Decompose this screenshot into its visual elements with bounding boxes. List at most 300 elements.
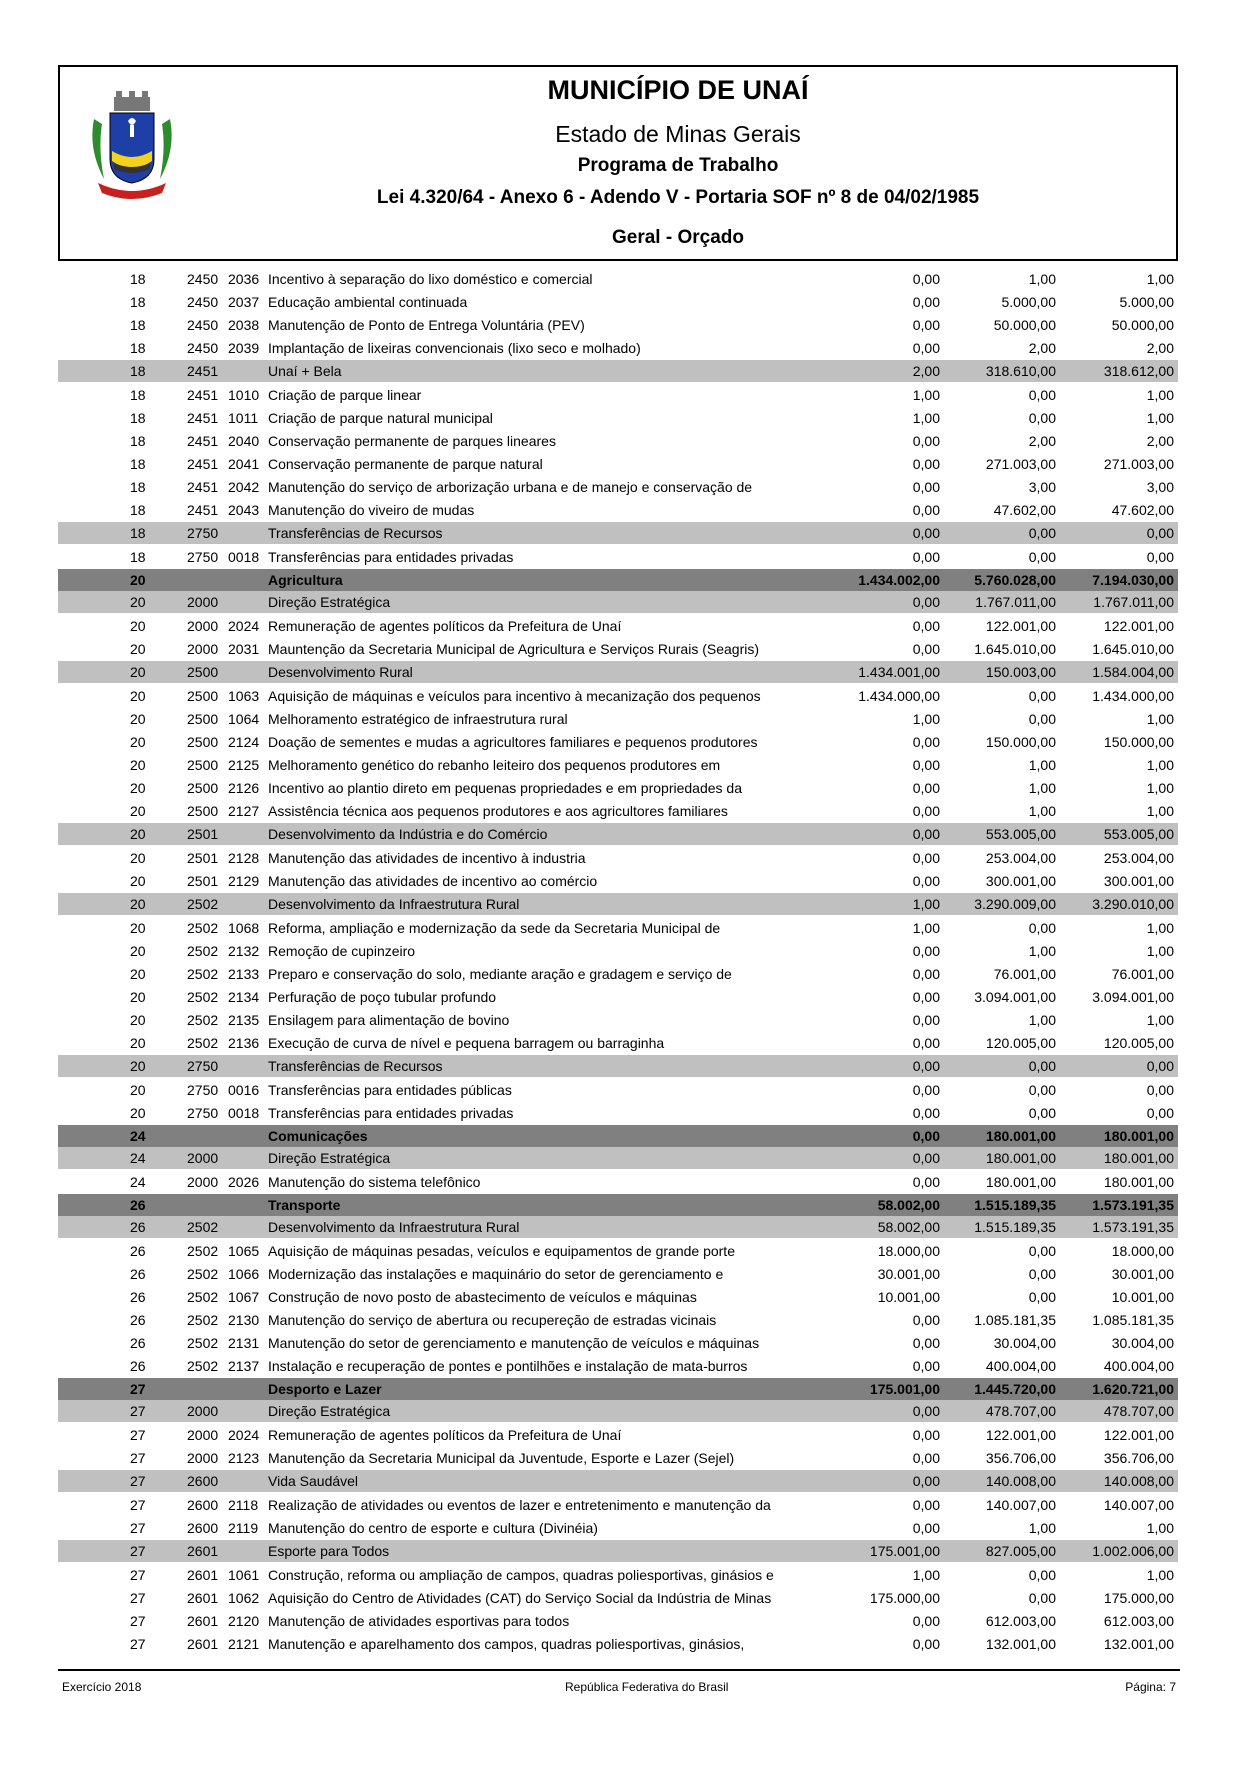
value-current: 1,00 [1028,1012,1056,1028]
function-code: 26 [130,1243,146,1259]
value-current: 1.645.010,00 [974,641,1056,657]
function-code: 20 [130,896,146,912]
value-total: 318.612,00 [1103,363,1174,379]
value-capital: 0,00 [912,340,940,356]
action-code: 2128 [228,850,260,866]
action-code: 2137 [228,1358,260,1374]
program-code: 2502 [187,1219,219,1235]
program-code: 2502 [187,896,219,912]
page-number: Página: 7 [1125,1680,1176,1694]
description: Desenvolvimento da Infraestrutura Rural [268,896,520,912]
value-current: 0,00 [1028,711,1056,727]
value-current: 150.000,00 [985,734,1056,750]
description: Desenvolvimento da Indústria e do Comércio [268,826,548,842]
action-code: 2024 [228,618,260,634]
value-total: 180.001,00 [1103,1174,1174,1190]
value-current: 1.767.011,00 [975,594,1056,610]
value-capital: 0,00 [912,618,940,634]
value-current: 1,00 [1028,757,1056,773]
function-code: 20 [130,594,146,610]
function-code: 26 [130,1266,146,1282]
value-capital: 0,00 [912,1082,940,1098]
value-current: 0,00 [1028,1058,1056,1074]
function-code: 18 [130,410,146,426]
program-code: 2450 [187,340,219,356]
value-current: 0,00 [1028,1289,1056,1305]
table-row [58,870,1178,893]
value-capital: 0,00 [912,1450,940,1466]
action-code: 2125 [228,757,260,773]
function-code: 20 [130,664,146,680]
program-code: 2451 [187,456,219,472]
value-capital: 175.001,00 [869,1543,940,1559]
action-code: 1064 [228,711,260,727]
value-capital: 0,00 [912,966,940,982]
value-current: 30.004,00 [993,1335,1056,1351]
description: Remoção de cupinzeiro [268,943,416,959]
value-capital: 58.002,00 [877,1219,940,1235]
value-total: 175.000,00 [1103,1590,1174,1606]
description: Criação de parque linear [268,387,422,403]
value-total: 1,00 [1146,711,1174,727]
table-row [58,917,1178,940]
program-code: 2502 [187,966,219,982]
value-capital: 0,00 [912,803,940,819]
value-total: 1,00 [1146,1520,1174,1536]
table-row [58,546,1178,569]
action-code: 2043 [228,502,260,518]
action-code: 1068 [228,920,260,936]
action-code: 2133 [228,966,260,982]
value-total: 1,00 [1146,1567,1174,1583]
state-subtitle: Estado de Minas Gerais [555,121,801,147]
value-capital: 0,00 [912,1335,940,1351]
action-code: 2129 [228,873,260,889]
program-code: 2500 [187,688,219,704]
value-current: 76.001,00 [993,966,1056,982]
action-code: 2036 [228,271,260,287]
function-code: 20 [130,989,146,1005]
value-capital: 1,00 [912,920,940,936]
value-total: 122.001,00 [1103,618,1174,634]
value-current: 140.008,00 [985,1473,1056,1489]
value-current: 140.007,00 [985,1497,1056,1513]
action-code: 1010 [228,387,260,403]
program-subtotal-row [58,1540,1178,1562]
value-total: 2,00 [1146,340,1174,356]
description: Comunicações [268,1128,368,1144]
action-code: 2026 [228,1174,260,1190]
program-code: 2500 [187,734,219,750]
table-row [58,754,1178,777]
table-row [58,499,1178,522]
description: Remuneração de agentes políticos da Prefeitura de Unaí [268,618,622,634]
function-code: 18 [130,433,146,449]
description: Transporte [268,1197,341,1213]
description: Perfuração de poço tubular profundo [268,989,497,1005]
action-code: 2131 [228,1335,260,1351]
function-code: 18 [130,387,146,403]
program-code: 2500 [187,780,219,796]
value-capital: 0,00 [912,1403,940,1419]
value-capital: 0,00 [912,294,940,310]
value-total: 1.620.721,00 [1092,1381,1174,1397]
program-code: 2750 [187,549,219,565]
program-subtotal-row [58,1216,1178,1238]
program-code: 2451 [187,502,219,518]
program-code: 2502 [187,1035,219,1051]
value-capital: 0,00 [912,317,940,333]
action-code: 0018 [228,549,260,565]
function-code: 20 [130,803,146,819]
function-code: 27 [130,1590,146,1606]
function-code: 20 [130,850,146,866]
value-current: 1,00 [1028,271,1056,287]
function-code: 20 [130,711,146,727]
table-row [58,1240,1178,1263]
value-current: 0,00 [1028,387,1056,403]
value-capital: 0,00 [912,1035,940,1051]
action-code: 2038 [228,317,260,333]
description: Agricultura [268,572,343,588]
program-code: 2502 [187,1266,219,1282]
value-current: 253.004,00 [985,850,1056,866]
value-capital: 0,00 [912,1473,940,1489]
action-code: 2130 [228,1312,260,1328]
action-code: 2039 [228,340,260,356]
value-current: 0,00 [1028,1567,1056,1583]
table-row [58,268,1178,291]
function-code: 20 [130,780,146,796]
program-code: 2500 [187,664,219,680]
value-capital: 0,00 [912,271,940,287]
table-row [58,708,1178,731]
program-code: 2601 [187,1590,219,1606]
value-total: 0,00 [1146,1105,1174,1121]
description: Aquisição do Centro de Atividades (CAT) do Serviço Social da Indústria de Minas [268,1590,772,1606]
value-current: 3.094.001,00 [974,989,1056,1005]
table-row [58,1494,1178,1517]
value-total: 1.584.004,00 [1092,664,1174,680]
value-total: 0,00 [1146,525,1174,541]
value-capital: 0,00 [912,1358,940,1374]
value-capital: 0,00 [912,1150,940,1166]
value-total: 1,00 [1146,1012,1174,1028]
description: Educação ambiental continuada [268,294,468,310]
action-code: 2024 [228,1427,260,1443]
value-current: 0,00 [1028,1590,1056,1606]
value-capital: 30.001,00 [877,1266,940,1282]
value-total: 10.001,00 [1111,1289,1174,1305]
value-current: 1,00 [1028,803,1056,819]
program-code: 2601 [187,1636,219,1652]
function-code: 27 [130,1381,146,1397]
program-code: 2501 [187,826,219,842]
action-code: 2119 [228,1520,259,1536]
value-total: 5.000,00 [1119,294,1174,310]
function-code: 20 [130,618,146,634]
value-capital: 0,00 [912,1012,940,1028]
function-code: 18 [130,525,146,541]
value-total: 1.434.000,00 [1092,688,1174,704]
table-row [58,1309,1178,1332]
program-code: 2500 [187,711,219,727]
value-total: 50.000,00 [1111,317,1174,333]
table-row [58,847,1178,870]
function-code: 20 [130,943,146,959]
program-subtotal-row [58,1147,1178,1169]
function-code: 18 [130,363,146,379]
value-capital: 0,00 [912,1174,940,1190]
table-row [58,940,1178,963]
description: Manutenção do sistema telefônico [268,1174,481,1190]
function-code: 20 [130,966,146,982]
value-current: 478.707,00 [985,1403,1056,1419]
function-code: 27 [130,1567,146,1583]
description: Transferências de Recursos [268,525,443,541]
value-total: 30.004,00 [1111,1335,1174,1351]
action-code: 1062 [228,1590,260,1606]
program-code: 2600 [187,1520,219,1536]
program-code: 2451 [187,410,219,426]
function-code: 27 [130,1613,146,1629]
value-total: 132.001,00 [1103,1636,1174,1652]
program-code: 2501 [187,873,219,889]
program-code: 2000 [187,1427,219,1443]
program-subtotal-row [58,823,1178,845]
function-code: 27 [130,1473,146,1489]
value-capital: 175.000,00 [869,1590,940,1606]
description: Incentivo ao plantio direto em pequenas propriedades e em propriedades da [268,780,742,796]
description: Implantação de lixeiras convencionais (lixo seco e molhado) [268,340,641,356]
value-capital: 0,00 [912,850,940,866]
function-code: 20 [130,757,146,773]
value-capital: 1,00 [912,711,940,727]
program-code: 2502 [187,1312,219,1328]
function-code: 20 [130,920,146,936]
value-total: 253.004,00 [1103,850,1174,866]
report-name: Programa de Trabalho [577,155,779,176]
action-code: 1063 [228,688,260,704]
value-capital: 0,00 [912,1520,940,1536]
action-code: 2134 [228,989,260,1005]
description: Melhoramento genético do rebanho leiteiro dos pequenos produtores em [268,757,721,773]
action-code: 1061 [228,1567,260,1583]
value-current: 0,00 [1028,1243,1056,1259]
table-row [58,1171,1178,1194]
function-code: 20 [130,826,146,842]
value-current: 0,00 [1028,920,1056,936]
program-code: 2750 [187,1058,219,1074]
program-code: 2000 [187,641,219,657]
description: Transferências de Recursos [268,1058,443,1074]
program-code: 2600 [187,1497,219,1513]
description: Transferências para entidades privadas [268,549,514,565]
fiscal-year: Exercício 2018 [62,1680,142,1694]
description: Vida Saudável [268,1473,359,1489]
value-capital: 0,00 [912,780,940,796]
value-total: 612.003,00 [1103,1613,1174,1629]
table-row [58,1286,1178,1309]
value-total: 180.001,00 [1103,1128,1174,1144]
value-current: 2,00 [1028,340,1056,356]
value-total: 3,00 [1146,479,1174,495]
value-total: 150.000,00 [1103,734,1174,750]
description: Conservação permanente de parques lineares [268,433,556,449]
value-capital: 0,00 [912,502,940,518]
value-capital: 0,00 [912,549,940,565]
description: Desenvolvimento Rural [268,664,413,680]
value-current: 1,00 [1028,943,1056,959]
action-code: 2118 [228,1497,259,1513]
table-row [58,337,1178,360]
function-code: 24 [130,1128,146,1144]
program-subtotal-row [58,1400,1178,1422]
value-total: 1.573.191,35 [1092,1219,1174,1235]
function-code: 26 [130,1289,146,1305]
program-code: 2502 [187,1243,219,1259]
value-total: 400.004,00 [1103,1358,1174,1374]
table-row [58,1517,1178,1540]
value-current: 1.515.189,35 [974,1219,1056,1235]
value-total: 0,00 [1146,549,1174,565]
value-capital: 0,00 [912,433,940,449]
program-code: 2601 [187,1613,219,1629]
program-code: 2601 [187,1567,219,1583]
value-total: 76.001,00 [1111,966,1174,982]
table-row [58,1587,1178,1610]
program-code: 2600 [187,1473,219,1489]
table-row [58,1610,1178,1633]
value-capital: 10.001,00 [877,1289,940,1305]
value-total: 1,00 [1146,920,1174,936]
municipal-coat-of-arms-icon [84,89,180,199]
program-code: 2450 [187,294,219,310]
value-total: 1,00 [1146,410,1174,426]
program-code: 2750 [187,525,219,541]
description: Modernização das instalações e maquinário do setor de gerenciamento e [268,1266,724,1282]
program-code: 2000 [187,618,219,634]
description: Preparo e conservação do solo, mediante aração e gradagem e serviço de [268,966,732,982]
table-row [58,314,1178,337]
description: Manutenção das atividades de incentivo ao comércio [268,873,598,889]
program-code: 2502 [187,1358,219,1374]
value-total: 1.002.006,00 [1092,1543,1174,1559]
function-code: 20 [130,873,146,889]
program-code: 2750 [187,1082,219,1098]
function-code: 26 [130,1219,146,1235]
description: Manutenção do centro de esporte e cultura (Divinéia) [268,1520,598,1536]
action-code: 2040 [228,433,260,449]
description: Transferências para entidades privadas [268,1105,514,1121]
value-capital: 0,00 [912,943,940,959]
value-capital: 0,00 [912,1058,940,1074]
description: Construção, reforma ou ampliação de campos, quadras poliesportivas, ginásios e [268,1567,774,1583]
value-current: 0,00 [1028,1266,1056,1282]
description: Direção Estratégica [268,1403,391,1419]
action-code: 0016 [228,1082,260,1098]
value-current: 300.001,00 [985,873,1056,889]
table-row [58,1633,1178,1656]
value-capital: 1,00 [912,410,940,426]
description: Direção Estratégica [268,594,391,610]
program-code: 2501 [187,850,219,866]
table-row [58,1079,1178,1102]
program-code: 2500 [187,757,219,773]
function-code: 26 [130,1358,146,1374]
value-capital: 1,00 [912,387,940,403]
value-total: 1,00 [1146,271,1174,287]
description: Incentivo à separação do lixo doméstico e comercial [268,271,593,287]
program-code: 2000 [187,1150,219,1166]
program-subtotal-row [58,1055,1178,1077]
function-code: 20 [130,641,146,657]
description: Realização de atividades ou eventos de lazer e entretenimento e manutenção da [268,1497,771,1513]
function-code: 20 [130,1058,146,1074]
description: Execução de curva de nível e pequena barragem ou barraginha [268,1035,665,1051]
value-total: 1.767.011,00 [1093,594,1174,610]
value-total: 140.007,00 [1103,1497,1174,1513]
table-row [58,1564,1178,1587]
function-code: 20 [130,1105,146,1121]
value-total: 0,00 [1146,1058,1174,1074]
value-current: 3.290.009,00 [974,896,1056,912]
program-code: 2451 [187,433,219,449]
program-code: 2502 [187,943,219,959]
value-capital: 0,00 [912,1312,940,1328]
function-code: 18 [130,271,146,287]
function-total-row [58,1125,1178,1147]
value-total: 1.645.010,00 [1092,641,1174,657]
description: Manutenção e aparelhamento dos campos, quadras poliesportivas, ginásios, [268,1636,745,1652]
program-code: 2000 [187,1403,219,1419]
function-code: 18 [130,340,146,356]
function-code: 26 [130,1312,146,1328]
value-total: 1,00 [1146,803,1174,819]
table-row [58,430,1178,453]
value-total: 120.005,00 [1103,1035,1174,1051]
value-total: 0,00 [1146,1082,1174,1098]
description: Manutenção de atividades esportivas para todos [268,1613,570,1629]
description: Doação de sementes e mudas a agricultores familiares e pequenos produtores [268,734,758,750]
table-row [58,800,1178,823]
description: Ensilagem para alimentação de bovino [268,1012,510,1028]
value-total: 2,00 [1146,433,1174,449]
value-capital: 0,00 [912,1105,940,1121]
value-total: 1.573.191,35 [1092,1197,1174,1213]
value-total: 1.085.181,35 [1092,1312,1174,1328]
action-code: 2127 [228,803,260,819]
program-code: 2502 [187,920,219,936]
table-row [58,963,1178,986]
table-row [58,615,1178,638]
function-code: 18 [130,456,146,472]
action-code: 2037 [228,294,260,310]
function-code: 20 [130,1082,146,1098]
value-current: 612.003,00 [985,1613,1056,1629]
value-current: 0,00 [1028,1105,1056,1121]
value-current: 0,00 [1028,549,1056,565]
description: Manutenção do setor de gerenciamento e manutenção de veículos e máquinas [268,1335,760,1351]
function-code: 18 [130,317,146,333]
function-code: 27 [130,1497,146,1513]
budget-table [58,268,1178,1656]
function-code: 20 [130,688,146,704]
action-code: 0018 [228,1105,260,1121]
table-row [58,453,1178,476]
report-scope: Geral - Orçado [612,227,744,248]
action-code: 2126 [228,780,260,796]
